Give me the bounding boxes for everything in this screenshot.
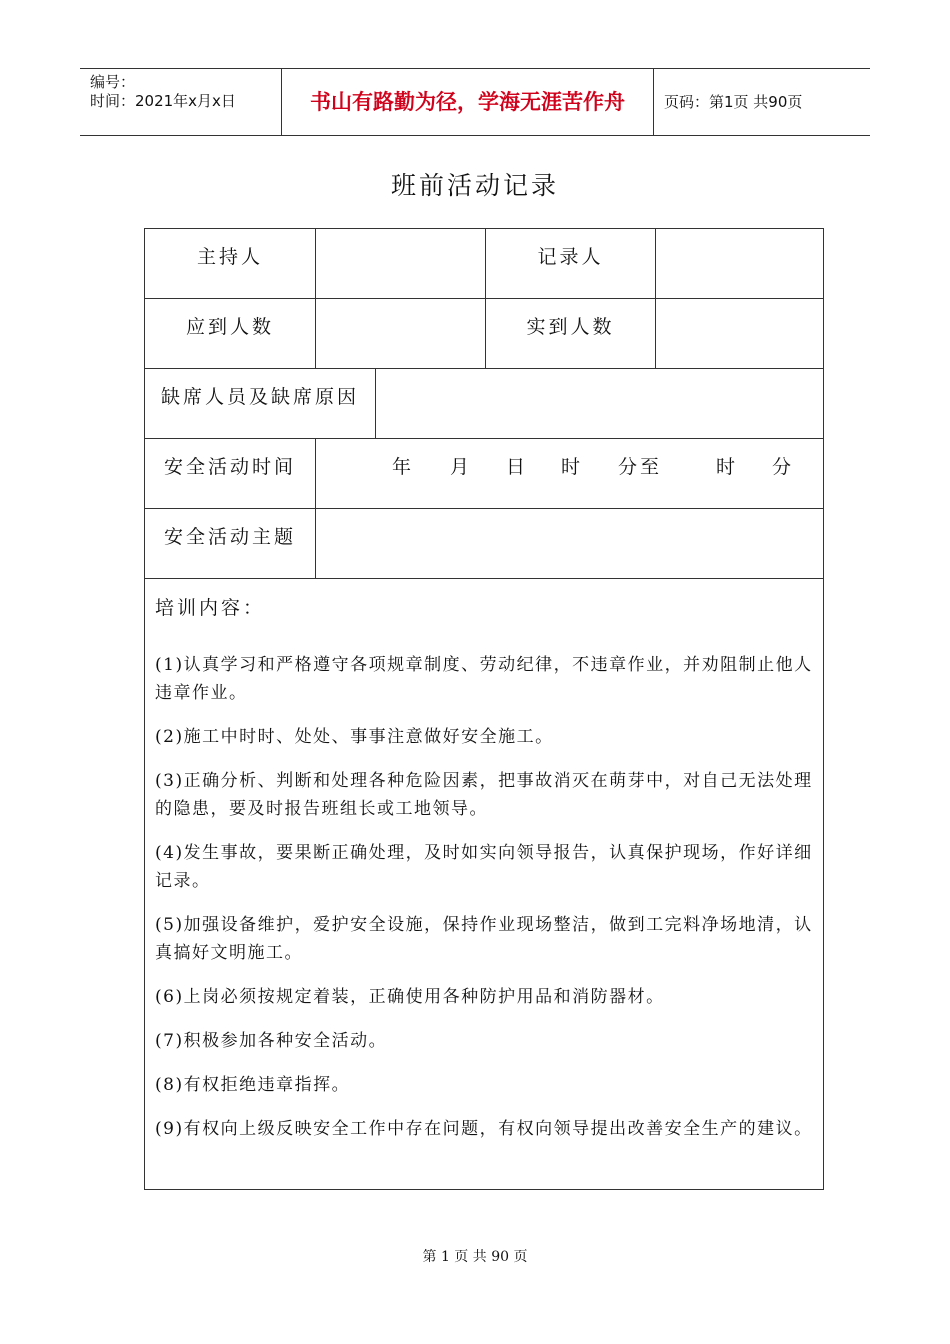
time-label: 安全活动时间 <box>163 456 296 478</box>
training-item: (9)有权向上级反映安全工作中存在问题，有权向领导提出改善安全生产的建议。 <box>155 1119 813 1139</box>
expected-field[interactable] <box>315 299 485 368</box>
time-year: 年 <box>392 456 415 478</box>
actual-label: 实到人数 <box>485 299 655 368</box>
expected-label: 应到人数 <box>185 316 274 338</box>
time-hour-end: 时 <box>716 456 739 478</box>
absent-label: 缺席人员及缺席原因 <box>160 386 359 408</box>
row-attendance <box>145 299 823 369</box>
recorder-label: 记录人 <box>485 229 655 298</box>
training-item: (4)发生事故，要果断正确处理，及时如实向领导报告，认真保护现场，作好详细记录。 <box>155 843 813 891</box>
record-form <box>144 228 824 1190</box>
document-header <box>80 68 870 136</box>
host-field[interactable] <box>315 229 485 298</box>
training-item: (8)有权拒绝违章指挥。 <box>155 1075 351 1095</box>
row-time <box>145 439 823 509</box>
page-title: 班前活动记录 <box>390 171 559 200</box>
header-meta <box>80 69 282 135</box>
date-label: 时间：2021年x月x日 <box>90 92 236 110</box>
row-host <box>145 229 823 299</box>
actual-field[interactable] <box>655 299 823 368</box>
absent-field[interactable] <box>375 369 823 438</box>
training-item: (1)认真学习和严格遵守各项规章制度、劳动纪律，不违章作业，并劝阻制止他人违章作业。 <box>155 655 813 703</box>
header-page-number: 页码：第1页 共90页 <box>664 93 803 111</box>
training-item: (2)施工中时时、处处、事事注意做好安全施工。 <box>155 727 554 747</box>
page-footer: 第 1 页 共 90 页 <box>422 1249 528 1265</box>
header-motto: 书山有路勤为径，学海无涯苦作舟 <box>282 69 654 135</box>
time-minute-to: 分至 <box>618 456 663 478</box>
topic-field[interactable] <box>315 509 823 578</box>
training-item: (6)上岗必须按规定着装，正确使用各种防护用品和消防器材。 <box>155 987 665 1007</box>
time-minute-end: 分 <box>772 456 795 478</box>
training-content <box>145 579 823 1143</box>
time-day: 日 <box>506 456 529 478</box>
row-topic <box>145 509 823 579</box>
time-field[interactable] <box>315 439 823 508</box>
training-heading: 培训内容： <box>155 597 266 619</box>
time-hour: 时 <box>561 456 584 478</box>
recorder-field[interactable] <box>655 229 823 298</box>
training-item: (3)正确分析、判断和处理各种危险因素，把事故消灭在萌芽中，对自己无法处理的隐患，要及时报告班组长或工地领导。 <box>155 771 813 819</box>
training-item: (7)积极参加各种安全活动。 <box>155 1031 388 1051</box>
host-label: 主持人 <box>196 246 263 268</box>
training-item: (5)加强设备维护，爱护安全设施，保持作业现场整洁，做到工完料净场地清，认真搞好文明施工。 <box>155 915 813 963</box>
time-month: 月 <box>450 456 473 478</box>
number-label: 编号： <box>90 73 136 91</box>
topic-label: 安全活动主题 <box>163 526 296 548</box>
row-absent <box>145 369 823 439</box>
